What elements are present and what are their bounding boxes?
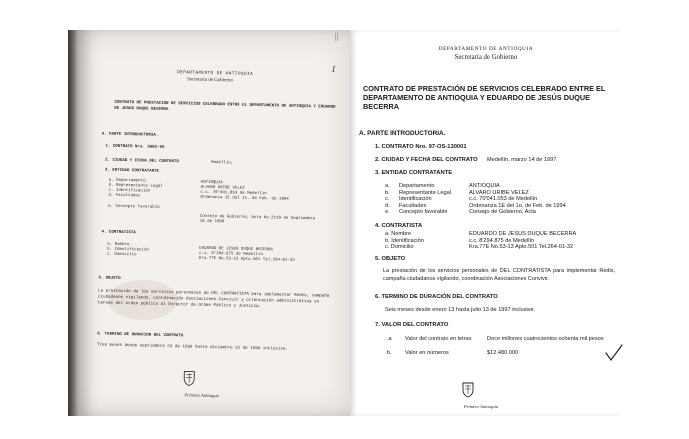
right-city-value: Medellín, marzo 14 de 1997 — [487, 157, 557, 163]
left-contractor-heading: 4. CONTRATISTA — [101, 230, 136, 236]
right-entity-label: Facultades — [399, 202, 427, 209]
right-contractor-label: b. Identificación — [385, 237, 424, 244]
right-entity-label: Departamento — [399, 183, 435, 189]
left-logo-caption: Primero Antioquia — [184, 392, 220, 399]
right-term-text: Seis meses desde enero 13 hasta julio 13 de 1997 inclusive. — [385, 307, 536, 313]
left-contractor-label: a. Nombre — [107, 242, 130, 248]
right-value-letter: b. — [387, 350, 392, 356]
right-contractor-label: a. Nombre — [385, 231, 412, 237]
right-value-number: $12.480.000 — [487, 350, 519, 356]
left-dept-heading: DEPARTAMENTO DE ANTIOQUIA — [177, 70, 254, 77]
right-contract-title: CONTRATO DE PRESTACIÓN DE SERVICIOS CELEBRADO ENTRE EL DEPARTAMENTO DE ANTIOQUIA Y EDUARDO DE JESÚS DUQUE BECERRA — [363, 84, 606, 111]
left-city-value: Medellín, — [211, 160, 234, 166]
left-entity-label: c. Identificación — [108, 188, 151, 194]
right-document-page — [350, 30, 620, 416]
left-contractor-value: c.c. 8'294.875 de Medellín — [199, 251, 263, 258]
left-term-heading: 6. TERMINO DE DURACION DEL CONTRATO — [97, 332, 184, 339]
left-footer-logo — [182, 370, 223, 398]
right-value-words-label: Valor del contrato en letras — [405, 336, 472, 342]
left-entity-heading: 3. ENTIDAD CONTRATANTE — [104, 168, 159, 174]
left-entity-value: ALVARO URIBE VELEZ — [200, 185, 245, 191]
left-secretaria-heading: Secretaría de Gobierno — [186, 77, 234, 84]
right-city-label: 2. CIUDAD Y FECHA DEL CONTRATO — [375, 157, 478, 163]
right-section-a: A. PARTE INTRODUCTORIA. — [359, 130, 446, 137]
left-contractor-label: b. Identificación — [107, 247, 149, 253]
left-entity-label: d. Facultades — [108, 193, 141, 199]
left-entity-value: ANTIOQUIA — [200, 180, 223, 186]
right-value-words: Doce millones cuatrocientos ochenta mil pesos — [487, 336, 604, 342]
right-contractor-label: c. Domicilio — [385, 244, 414, 250]
left-contractor-value: Kra.77E No.53-13 Apto.501 Tel.264-01-32 — [198, 256, 295, 263]
right-entity-value: c.c. 70'041.053 de Medellín — [469, 196, 538, 202]
right-entity-value: ANTIOQUIA — [469, 183, 500, 189]
right-entity-label: Identificación — [399, 196, 432, 202]
left-contract-title: CONTRATO DE PRESTACION DE SERVICIOS CELEBRADO ENTRE EL DEPARTAMENTO DE ANTIOQUIA Y EDUARDO DE JESUS DUQUE BECERRA — [114, 100, 336, 112]
left-document-page — [68, 30, 350, 416]
right-entity-label: Concepto favorable — [399, 209, 448, 215]
right-contractor-heading: 4. CONTRATISTA — [375, 223, 423, 229]
left-entity-label: a. Departamento — [108, 178, 146, 184]
right-contractor-value: c.c. 8'294.875 de Medellín — [469, 237, 535, 244]
right-entity-letter: e. — [385, 209, 390, 215]
right-entity-value: ALVARO URIBE VELEZ — [469, 189, 529, 196]
right-logo-caption: Primero Antioquia — [463, 404, 499, 409]
handwritten-check-icon — [604, 343, 624, 363]
left-entity-value: Ordenanza 1E del 1o. de Feb. de 1994 — [200, 195, 289, 202]
left-contractor-value: EDUARDO DE JESUS DUQUE BECERRA — [199, 246, 273, 253]
right-entity-value: Ordenanza 1E del 1o. de Feb. de 1994 — [469, 202, 566, 209]
right-entity-label: Representante Legal — [399, 189, 451, 196]
right-entity-value: Consejo de Gobierno, Acta — [469, 209, 536, 215]
right-object-text: La prestación de los servicios personales de DEL CONTRATISTA para implementar Redis, campaña ciudadanos vigilando, coordinación Asociaciones Convivir. — [383, 268, 615, 282]
left-city-label: 2. CIUDAD Y FECHA DEL CONTRATO — [105, 158, 179, 165]
right-secretaria-heading: Secretaría de Gobierno — [454, 54, 518, 61]
right-entity-letter: a. — [385, 183, 390, 189]
right-value-number-label: Valor en números — [405, 350, 449, 356]
right-value-letter: .a — [387, 336, 392, 342]
right-contractor-value: EDUARDO DE JESUS DUQUE BECERRA — [469, 231, 577, 237]
right-term-heading: 6. TERMINO DE DURACIÓN DEL CONTRATO — [375, 294, 498, 300]
right-footer-logo — [461, 382, 501, 409]
left-page-content — [82, 34, 346, 399]
left-entity-value: c.c. 70'041.053 de Medellín — [200, 190, 267, 197]
left-entity-label: b. Representante Legal — [108, 183, 163, 189]
left-entity-value: Consejo de Gobierno, Acta No.2119 de Septiembre 18 de 1996 — [199, 214, 316, 225]
right-value-heading: 7. VALOR DEL CONTRATO — [375, 322, 449, 328]
coat-of-arms-icon — [182, 370, 196, 386]
left-term-text: Tres meses desde septiembre 23 de 1996 hasta diciembre 31 de 1996 inclusive. — [96, 343, 288, 352]
right-object-heading: 5. OBJETO — [375, 256, 406, 262]
right-dept-heading: DEPARTAMENTO DE ANTIOQUIA — [438, 46, 534, 52]
right-entity-letter: c. — [385, 196, 390, 202]
right-contractor-value: Kra.77E No.53-13 Apto.501 Tel.264-01-32 — [469, 244, 574, 250]
left-section-a: A. PARTE INTRODUCTORIA. — [101, 132, 159, 138]
left-object-heading: 5. OBJETO — [98, 276, 121, 281]
right-entity-heading: 3. ENTIDAD CONTRATANTE — [375, 170, 453, 176]
left-contract-number: 1. CONTRATO Nro. 3002-96 — [105, 144, 165, 150]
coat-of-arms-icon — [461, 382, 475, 398]
right-entity-letter: d. — [385, 202, 390, 209]
right-entity-letter: b. — [385, 189, 390, 196]
left-contractor-label: c. Domicilio — [106, 252, 137, 258]
left-object-text: La prestación de los servicios personales de DEL CONTRATISTA para implementar Redes, campaña ciudadanos vigilando, coordinación Asociaciones Convivir y orientación administrativa en tareas del orden público al Director de Orden Público y Justicia. — [97, 289, 330, 310]
left-entity-label: e. Concepto favorable — [108, 204, 160, 210]
page-shadow-edge — [68, 30, 78, 416]
left-handwritten-mark: 1 — [331, 63, 336, 74]
right-contract-number: 1. CONTRATO Nro. 97-OS-130001 — [375, 144, 467, 150]
pencil-mark: || — [335, 32, 339, 41]
